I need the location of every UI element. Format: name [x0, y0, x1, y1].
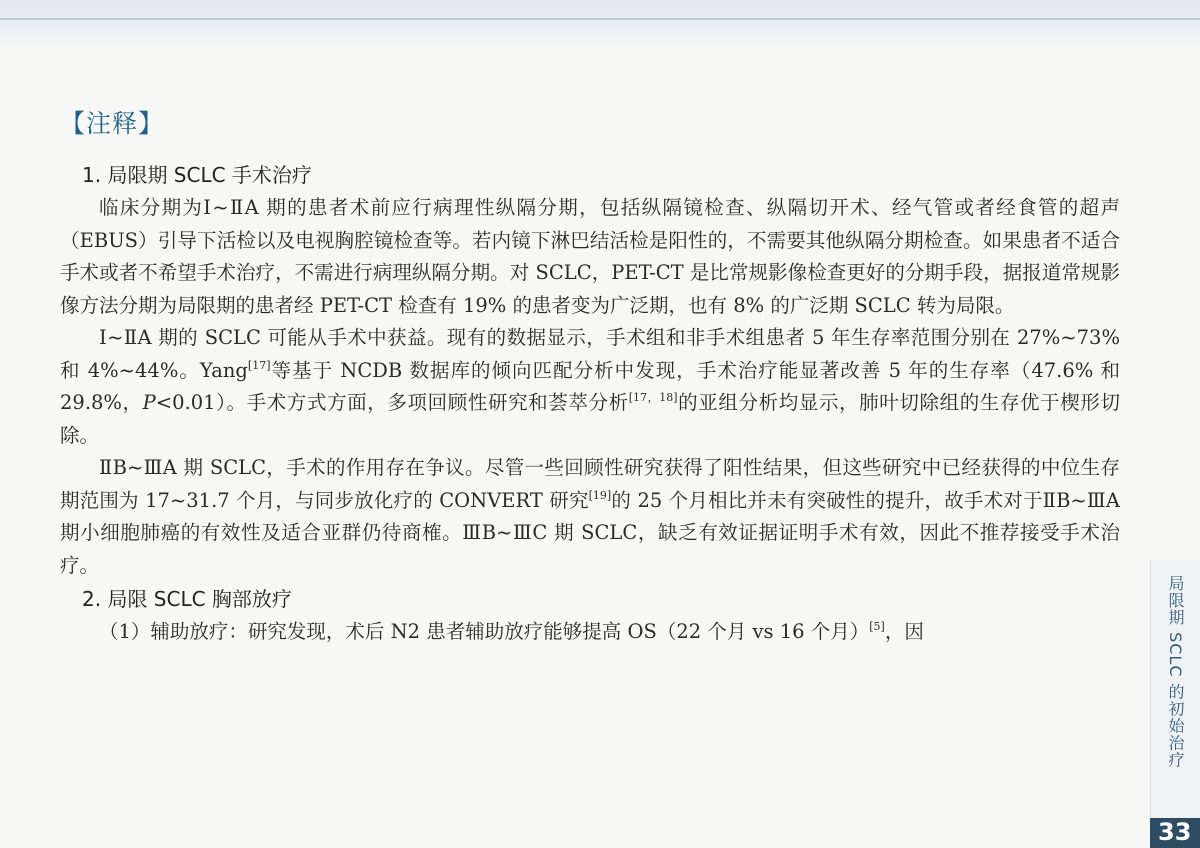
- paragraph-surgery-benefit: Ⅰ~ⅡA 期的 SCLC 可能从手术中获益。现有的数据显示，手术组和非手术组患者 5 年生存率范围分别在 27%~73% 和 4%~44%。Yang[17]等基于 NCDB 数据库的倾向匹配分析中发现，手术治疗能显著改善 5 年的生存率（47.6% 和 29.8%，P<0.01）。手术方式方面，多项回顾性研究和荟萃分析[17，18]的亚组分析均显示，肺叶切除组的生存优于楔形切除。: [60, 326, 1121, 447]
- section-title: 【注释】: [60, 109, 165, 138]
- header-band: [0, 0, 1200, 46]
- section-title-text: 注释: [86, 109, 139, 138]
- citation-5: [5]: [869, 620, 885, 633]
- citation-17: [17]: [247, 358, 271, 372]
- page-number: 33: [1158, 818, 1192, 846]
- heading-surgery: 1. 局限期 SCLC 手术治疗: [82, 163, 312, 187]
- page-body: [60, 104, 1120, 649]
- paragraph-adjuvant-radiotherapy: （1）辅助放疗：研究发现，术后 N2 患者辅助放疗能够提高 OS（22 个月 vs 16 个月）[5]，因: [99, 620, 924, 643]
- citation-19: [19]: [588, 488, 612, 502]
- paragraph-stage-iib-iiia: ⅡB~ⅢA 期 SCLC，手术的作用存在争议。尽管一些回顾性研究获得了阳性结果，但这些研究中已经获得的中位生存期范围为 17~31.7 个月，与同步放化疗的 CONVERT 研究[19]的 25 个月相比并未有突破性的提升，故手术对于ⅡB~ⅢA 期小细胞肺癌的有效性及适合亚群仍待商榷。ⅢB~ⅢC 期 SCLC，缺乏有效证据证明手术有效，因此不推荐接受手术治疗。: [60, 456, 1120, 577]
- heading-radiotherapy: 2. 局限 SCLC 胸部放疗: [82, 587, 292, 611]
- citation-17-18: [17，18]: [628, 391, 678, 404]
- chapter-side-label: 局限期 SCLC 的初始治疗: [1166, 575, 1185, 769]
- header-rule: [0, 18, 1200, 20]
- paragraph-staging: 临床分期为Ⅰ~ⅡA 期的患者术前应行病理性纵隔分期，包括纵隔镜检查、纵隔切开术、经气管或者经食管的超声（EBUS）引导下活检以及电视胸腔镜检查等。若内镜下淋巴结活检是阳性的，不需要其他纵隔分期检查。如果患者不适合手术或者不希望手术治疗，不需进行病理纵隔分期。对 SCLC，PET-CT 是比常规影像检查更好的分期手段，据报道常规影像方法分期为局限期的患者经 PET-CT 检查有 19% 的患者变为广泛期，也有 8% 的广泛期 SCLC 转为局限。: [60, 196, 1120, 317]
